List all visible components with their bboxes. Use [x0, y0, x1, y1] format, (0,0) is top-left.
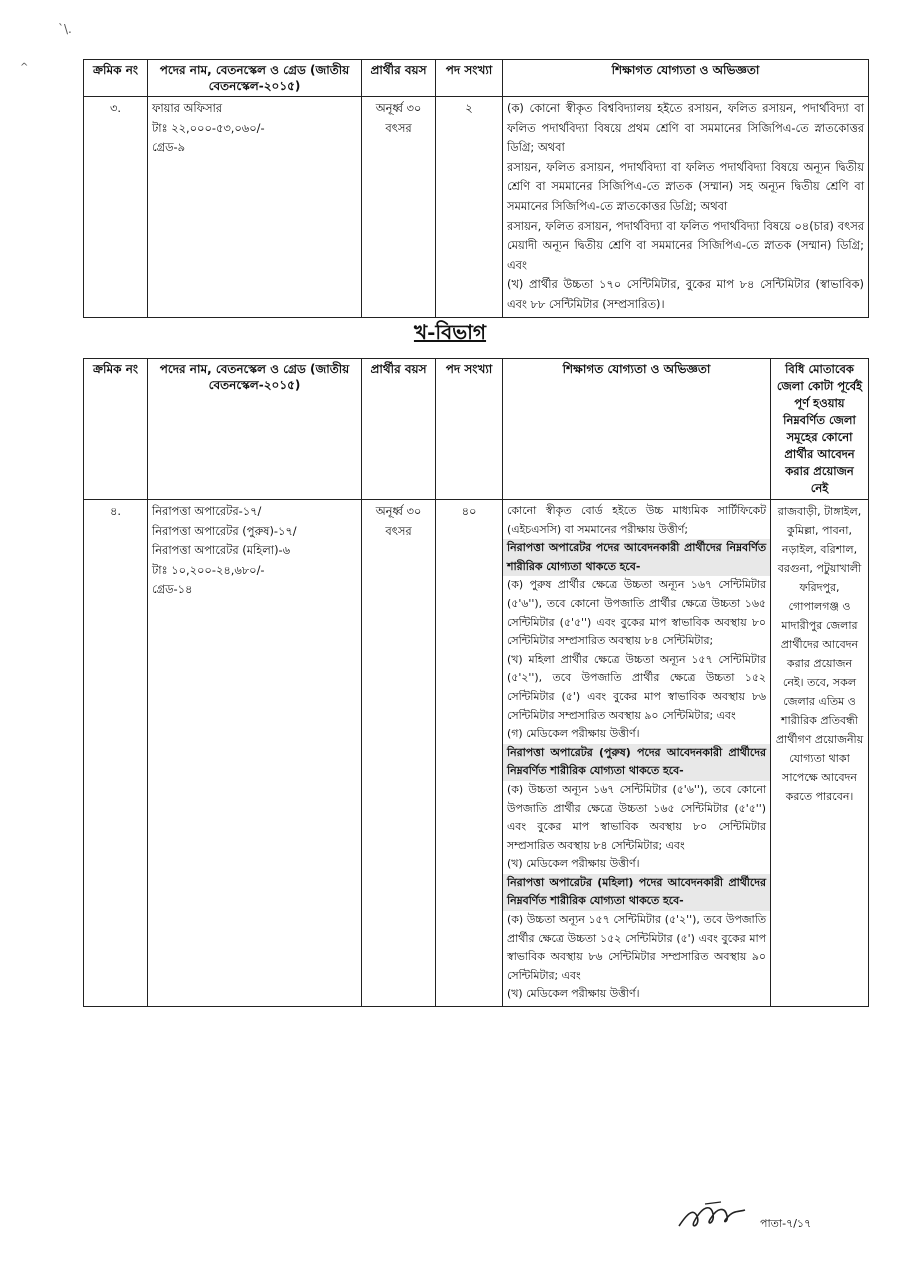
- post-table-ga: [83, 59, 869, 318]
- table-row: [84, 500, 869, 1007]
- section-title: খ-বিভাগ: [413, 320, 487, 344]
- post-line: টাঃ ২২,০০০-৫৩,০৬০/-: [152, 120, 265, 135]
- post-cell: [148, 500, 362, 1007]
- header-post: পদের নাম, বেতনস্কেল ও গ্রেড (জাতীয় বেতনস্কেল-২০১৫): [148, 60, 362, 97]
- header-age: প্রার্থীর বয়স: [362, 60, 436, 97]
- table-header-row: [84, 359, 869, 500]
- header-post: পদের নাম, বেতনস্কেল ও গ্রেড (জাতীয় বেতনস্কেল-২০১৫): [148, 359, 362, 500]
- group-item: (খ) মহিলা প্রার্থীর ক্ষেত্রে উচ্চতা অন্যূন ১৫৭ সেন্টিমিটার (৫'২''), তবে উপজাতি প্রার্থীর ক্ষেত্রে উচ্চতা ১৫২ সেন্টিমিটার (৫') এবং বুকের মাপ স্বাভাবিক অবস্থায় ৮৬ সেন্টিমিটার সম্প্রসারিত অবস্থায় ৯০ সেন্টিমিটার; এবং: [507, 652, 766, 722]
- post-line: গ্রেড-৯: [152, 140, 186, 155]
- header-serial: ক্রমিক নং: [84, 359, 148, 500]
- signature: [675, 1196, 755, 1240]
- qualification-line: (খ) প্রার্থীর উচ্চতা ১৭০ সেন্টিমিটার, বুকের মাপ ৮৪ সেন্টিমিটার (স্বাভাবিক) এবং ৮৮ সেন্টিমিটার (সম্প্রসারিত)।: [507, 277, 864, 311]
- qualification-cell: [503, 500, 771, 1007]
- header-district-quota: বিধি মোতাবেক জেলা কোটা পূর্বেই পূর্ণ হওয়ায় নিম্নবর্ণিত জেলা সমূহের কোনো প্রার্থীর আবেদন করার প্রয়োজন নেই: [771, 359, 869, 500]
- post-table-kha: [83, 358, 869, 1007]
- qualification-intro: কোনো স্বীকৃত বোর্ড হইতে উচ্চ মাধ্যমিক সার্টিফিকেট (এইচএসসি) বা সমমানের পরীক্ষায় উত্তীর্ণ;: [507, 504, 766, 536]
- header-qualification: শিক্ষাগত যোগ্যতা ও অভিজ্ঞতা: [503, 359, 771, 500]
- header-count: পদ সংখ্যা: [436, 60, 503, 97]
- post-line: ফায়ার অফিসার: [152, 101, 223, 115]
- count-cell: ৪০: [436, 500, 503, 1007]
- post-line: টাঃ ১০,২০০-২৪,৬৮০/-: [152, 562, 265, 577]
- group-heading: নিরাপত্তা অপারেটর (পুরুষ) পদের আবেদনকারী প্রার্থীদের নিম্নবর্ণিত শারীরিক যোগ্যতা থাকতে হবে-: [503, 744, 770, 781]
- post-line: নিরাপত্তা অপারেটর (পুরুষ)-১৭/: [152, 523, 297, 538]
- post-cell: [148, 97, 362, 318]
- qualification-line: রসায়ন, ফলিত রসায়ন, পদার্থবিদ্যা বা ফলিত পদার্থবিদ্যা বিষয়ে ০৪(চার) বৎসর মেয়াদী অন্যূন দ্বিতীয় শ্রেণি বা সমমানের সিজিপিএ-তে স্নাতক (সম্মান) ডিগ্রি; এবং: [507, 218, 864, 272]
- table-header-row: [84, 60, 869, 97]
- serial-cell: ৩.: [84, 97, 148, 318]
- group-heading: নিরাপত্তা অপারেটর পদের আবেদনকারী প্রার্থীদের নিম্নবর্ণিত শারীরিক যোগ্যতা থাকতে হবে-: [503, 539, 770, 576]
- serial-cell: ৪.: [84, 500, 148, 1007]
- table-row: [84, 97, 869, 318]
- group-heading: নিরাপত্তা অপারেটর (মহিলা) পদের আবেদনকারী প্রার্থীদের নিম্নবর্ণিত শারীরিক যোগ্যতা থাকতে হবে-: [503, 874, 770, 911]
- post-line: গ্রেড-১৪: [152, 582, 193, 597]
- age-cell: অনূর্ধ্ব ৩০ বৎসর: [362, 97, 436, 318]
- header-qualification: শিক্ষাগত যোগ্যতা ও অভিজ্ঞতা: [503, 60, 869, 97]
- group-item: (ক) পুরুষ প্রার্থীর ক্ষেত্রে উচ্চতা অন্যূন ১৬৭ সেন্টিমিটার (৫'৬''), তবে কোনো উপজাতি প্রার্থীর ক্ষেত্রে উচ্চতা ১৬৫ সেন্টিমিটার (৫'৫'') এবং বুকের মাপ স্বাভাবিক অবস্থায় ৮০ সেন্টিমিটার সম্প্রসারিত অবস্থায় ৮৪ সেন্টিমিটার;: [507, 578, 766, 648]
- page-number: পাতা-৭/১৭: [760, 1217, 812, 1230]
- group-item: (গ) মেডিকেল পরীক্ষায় উত্তীর্ণ।: [507, 727, 640, 741]
- age-cell: অনূর্ধ্ব ৩০ বৎসর: [362, 500, 436, 1007]
- group-item: (ক) উচ্চতা অন্যূন ১৫৭ সেন্টিমিটার (৫'২''), তবে উপজাতি প্রার্থীর ক্ষেত্রে উচ্চতা ১৫২ সেন্টিমিটার (৫') এবং বুকের মাপ স্বাভাবিক অবস্থায় ৮৬ সেন্টিমিটার সম্প্রসারিত অবস্থায় ৯০ সেন্টিমিটার; এবং: [507, 913, 766, 982]
- header-age: প্রার্থীর বয়স: [362, 359, 436, 500]
- stray-marks: `\.: [58, 22, 72, 36]
- district-note-cell: রাজবাড়ী, টাঙ্গাইল, কুমিল্লা, পাবনা, নড়াইল, বরিশাল, বরগুনা, পটুয়াখালী ফরিদপুর, গোপালগঞ্জ ও মাদারীপুর জেলার প্রার্থীদের আবেদন করার প্রয়োজন নেই। তবে, সকল জেলার এতিম ও শারীরিক প্রতিবন্ধী প্রার্থীগণ প্রয়োজনীয় যোগ্যতা থাকা সাপেক্ষে আবেদন করতে পারবেন।: [771, 500, 869, 1007]
- group-item: (খ) মেডিকেল পরীক্ষায় উত্তীর্ণ।: [507, 987, 640, 1001]
- stray-marks: ^: [20, 62, 29, 73]
- group-item: (খ) মেডিকেল পরীক্ষায় উত্তীর্ণ।: [507, 857, 640, 871]
- qualification-line: রসায়ন, ফলিত রসায়ন, পদার্থবিদ্যা বা ফলিত পদার্থবিদ্যা বিষয়ে অন্যূন দ্বিতীয় শ্রেণি বা সমমানের সিজিপিএ-তে স্নাতক (সম্মান) সহ অন্যূন দ্বিতীয় শ্রেণি বা সমমানের সিজিপিএ-তে স্নাতকোত্তর ডিগ্রি; অথবা: [507, 159, 864, 213]
- qualification-line: (ক) কোনো স্বীকৃত বিশ্ববিদ্যালয় হইতে রসায়ন, ফলিত রসায়ন, পদার্থবিদ্যা বা ফলিত পদার্থবিদ্যা বিষয়ে প্রথম শ্রেণি বা সমমানের সিজিপিএ-তে স্নাতকোত্তর ডিগ্রি; অথবা: [507, 101, 864, 155]
- header-count: পদ সংখ্যা: [436, 359, 503, 500]
- post-line: নিরাপত্তা অপারেটর-১৭/: [152, 504, 262, 518]
- post-line: নিরাপত্তা অপারেটর (মহিলা)-৬: [152, 543, 291, 558]
- count-cell: ২: [436, 97, 503, 318]
- group-item: (ক) উচ্চতা অন্যূন ১৬৭ সেন্টিমিটার (৫'৬''), তবে কোনো উপজাতি প্রার্থীর ক্ষেত্রে উচ্চতা ১৬৫ সেন্টিমিটার (৫'৫'') এবং বুকের মাপ স্বাভাবিক অবস্থায় ৮০ সেন্টিমিটার সম্প্রসারিত অবস্থায় ৮৪ সেন্টিমিটার; এবং: [507, 782, 766, 852]
- header-serial: ক্রমিক নং: [84, 60, 148, 97]
- qualification-cell: [503, 97, 869, 318]
